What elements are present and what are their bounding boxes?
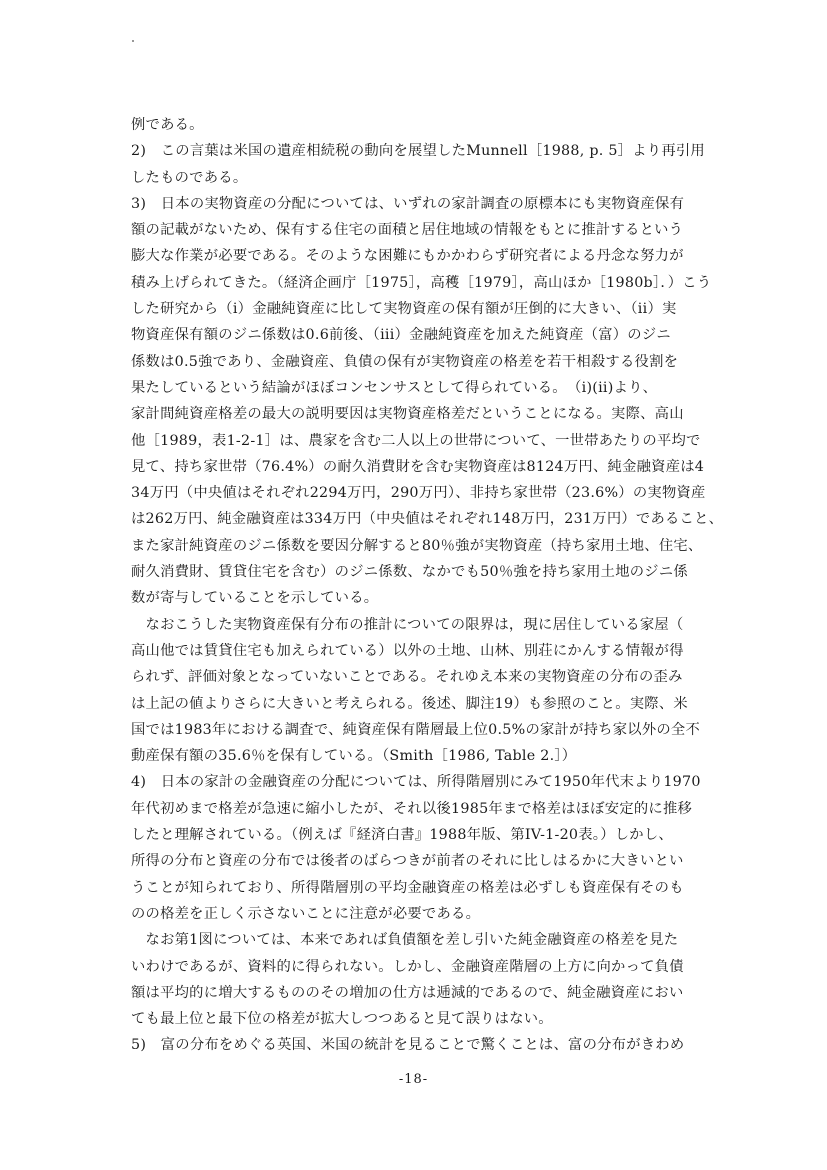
body-text: [131, 112, 731, 1059]
text-line: 所得の分布と資産の分布では後者のばらつきが前者のそれに比しはるかに大きいとい: [131, 853, 684, 870]
text-line: 家計間純資産格差の最大の説明要因は実物資産格差だということになる。実際、高山: [131, 406, 684, 423]
text-line: 耐久消費財、賃貸住宅を含む）のジニ係数、なかでも50％強を持ち家用土地のジニ係: [131, 564, 688, 581]
text-line: また家計純資産のジニ係数を要因分解すると80％強が実物資産（持ち家用土地、住宅、: [131, 537, 703, 554]
text-line: 動産保有額の35.6％を保有している。（Smith［1986, Table 2.］）: [131, 748, 577, 765]
page-number: -18-: [398, 1072, 429, 1087]
text-line: したと理解されている。（例えば『経済白書』1988年版、第IV-1-20表。）しかし、: [131, 827, 673, 844]
text-line: ても最上位と最下位の格差が拡大しつつあると見て誤りはない。: [131, 1011, 553, 1028]
text-line: 果たしているという結論がほぼコンセンサスとして得られている。 （i)(ii)より、: [131, 379, 658, 396]
text-line: 額は平均的に増大するもののその増加の仕方は逓減的であるので、純金融資産におい: [131, 984, 684, 1001]
text-line: 国では1983年における調査で、純資産保有階層最上位0.5%の家計が持ち家以外の全不: [131, 721, 701, 738]
text-line: 額の記載がないため、保有する住宅の面積と居住地域の情報をもとに推計するという: [131, 222, 684, 239]
text-line: 高山他では賃貸住宅も加えられている）以外の土地、山林、別荘にかんする情報が得: [131, 642, 684, 659]
text-line: 物資産保有額のジニ係数は0.6前後、（iii）金融純資産を加えた純資産（富）のジニ: [131, 327, 671, 344]
text-line: なおこうした実物資産保有分布の推計についての限界は，現に居住している家屋（: [131, 616, 684, 633]
text-line: うことが知られており、所得階層別の平均金融資産の格差は必ずしも資産保有そのも: [131, 879, 684, 896]
text-line: は上記の値よりさらに大きいと考えられる。後述、脚注19）も参照のこと。実際、米: [131, 695, 688, 712]
text-line: 数が寄与していることを示している。: [131, 590, 379, 607]
text-line: 見て、持ち家世帯（76.4%）の耐久消費財を含む実物資産は8124万円、純金融資産は4: [131, 458, 705, 475]
text-line: 年代初めまで格差が急速に縮小したが、それ以後1985年まで格差はほぼ安定的に推移: [131, 800, 693, 817]
text-line: した研究から（i）金融純資産に比して実物資産の保有額が圧倒的に大きい、（ii）実: [131, 301, 677, 318]
text-line: 他［1989，表1-2-1］は、農家を含む二人以上の世帯について、一世帯あたりの平均で: [131, 432, 701, 449]
text-line: 例である。: [131, 117, 204, 133]
text-line: 4) 日本の家計の金融資産の分配については、所得階層別にみて1950年代末より1970: [131, 774, 701, 791]
text-line: 係数は0.5強であり、金融資産、負債の保有が実物資産の格差を若干相殺する役割を: [131, 353, 679, 370]
text-line: なお第1図については、本来であれば負債額を差し引いた純金融資産の格差を見た: [131, 932, 679, 949]
text-line: は262万円、純金融資産は334万円（中央値はそれぞれ148万円，231万円）であること、: [131, 511, 724, 528]
text-line: いわけであるが、資料的に得られない。しかし、金融資産階層の上方に向かって負債: [131, 958, 684, 975]
text-line: られず、評価対象となっていないことである。それゆえ本来の実物資産の分布の歪み: [131, 669, 683, 686]
text-line: 3) 日本の実物資産の分配については、いずれの家計調査の原標本にも実物資産保有: [131, 195, 685, 212]
text-line: 5) 富の分布をめぐる英国、米国の統計を見ることで驚くことは、富の分布がきわめ: [131, 1037, 685, 1054]
text-line: 2) この言葉は米国の遺産相続税の動向を展望したMunnell［1988, p. 5］より再引用: [131, 143, 705, 160]
text-line: 積み上げられてきた。（経済企画庁［1975］，高穫［1979］，高山ほか［1980b］．）こう: [131, 274, 712, 291]
text-line: したものである。: [131, 169, 248, 186]
text-line: のの格差を正しく示さないことに注意が必要である。: [131, 905, 481, 922]
text-line: 34万円（中央値はそれぞれ2294万円，290万円）、非持ち家世帯（23.6%）の実物資産: [131, 485, 706, 502]
scan-speck: [132, 40, 134, 42]
text-line: 膨大な作業が必要である。そのような困難にもかかわらず研究者による丹念な努力が: [131, 248, 684, 265]
